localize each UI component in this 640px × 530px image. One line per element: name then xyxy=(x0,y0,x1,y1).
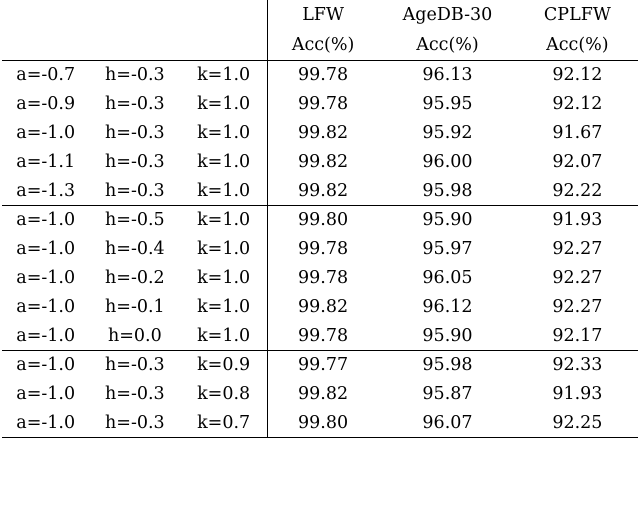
cell-param-k: k=1.0 xyxy=(180,322,267,351)
cell-param-k: k=1.0 xyxy=(197,238,251,259)
cell-param-a: a=-1.0 xyxy=(16,383,76,404)
table-row xyxy=(2,148,638,177)
table-row xyxy=(2,206,638,235)
cell-param-h: h=-0.3 xyxy=(105,65,165,86)
header-blank-a xyxy=(2,0,89,30)
header-metric-lfw: LFW xyxy=(267,0,378,30)
table-row xyxy=(2,61,638,90)
cell-lfw: 99.80 xyxy=(267,206,378,235)
cell-agedb: 96.12 xyxy=(422,296,473,317)
ablation-results-table xyxy=(2,0,638,438)
cell-agedb: 95.95 xyxy=(422,93,473,114)
cell-param-h: h=-0.4 xyxy=(105,238,165,259)
cell-cplfw: 92.27 xyxy=(552,238,603,259)
cell-agedb: 96.00 xyxy=(422,151,473,172)
cell-param-k: k=1.0 xyxy=(197,210,251,231)
cell-cplfw: 92.12 xyxy=(552,65,603,86)
cell-agedb: 95.98 xyxy=(422,355,473,376)
cell-lfw: 99.82 xyxy=(267,177,378,206)
cell-param-a: a=-1.3 xyxy=(2,177,89,206)
table-row xyxy=(2,380,638,409)
cell-param-k: k=1.0 xyxy=(197,65,251,86)
cell-param-a: a=-0.7 xyxy=(16,65,76,86)
cell-lfw: 99.82 xyxy=(267,148,378,177)
cell-agedb: 95.90 xyxy=(422,210,473,231)
cell-param-a: a=-1.0 xyxy=(16,210,76,231)
cell-param-a: a=-1.1 xyxy=(16,151,76,172)
table-row xyxy=(2,119,638,148)
cell-param-h: h=-0.3 xyxy=(105,383,165,404)
cell-param-k: k=1.0 xyxy=(180,177,267,206)
cell-param-h: h=-0.1 xyxy=(105,296,165,317)
cell-agedb: 95.90 xyxy=(378,322,517,351)
table-row xyxy=(2,177,638,206)
table-row xyxy=(2,293,638,322)
header-unit-blank-h xyxy=(89,30,180,61)
cell-lfw: 99.82 xyxy=(267,293,378,322)
header-metric-agedb: AgeDB-30 xyxy=(402,4,493,25)
cell-param-h: h=-0.3 xyxy=(105,151,165,172)
cell-param-k: k=0.7 xyxy=(180,409,267,438)
cell-cplfw: 92.07 xyxy=(552,151,603,172)
table-row xyxy=(2,409,638,438)
header-unit-agedb: Acc(%) xyxy=(378,30,517,61)
cell-param-h: h=-0.2 xyxy=(105,267,165,288)
cell-cplfw: 91.93 xyxy=(552,210,603,231)
cell-param-k: k=1.0 xyxy=(197,93,251,114)
cell-agedb: 95.87 xyxy=(422,383,473,404)
header-unit-cplfw: Acc(%) xyxy=(517,30,638,61)
cell-cplfw: 92.22 xyxy=(517,177,638,206)
cell-param-h: h=-0.3 xyxy=(89,177,180,206)
header-metric-cplfw: CPLFW xyxy=(543,4,611,25)
cell-param-h: h=-0.3 xyxy=(105,122,165,143)
header-unit-blank-a xyxy=(2,30,89,61)
cell-param-k: k=1.0 xyxy=(197,296,251,317)
header-unit-lfw: Acc(%) xyxy=(267,30,378,61)
cell-agedb: 96.05 xyxy=(422,267,473,288)
table-row xyxy=(2,90,638,119)
cell-param-a: a=-0.9 xyxy=(16,93,76,114)
cell-lfw: 99.78 xyxy=(267,322,378,351)
cell-cplfw: 92.27 xyxy=(552,296,603,317)
cell-param-k: k=0.9 xyxy=(197,355,251,376)
cell-agedb: 95.98 xyxy=(378,177,517,206)
cell-param-a: a=-1.0 xyxy=(16,238,76,259)
cell-param-a: a=-1.0 xyxy=(16,296,76,317)
cell-lfw: 99.80 xyxy=(267,409,378,438)
cell-param-a: a=-1.0 xyxy=(16,122,76,143)
cell-lfw: 99.78 xyxy=(267,61,378,90)
cell-param-k: k=1.0 xyxy=(197,151,251,172)
cell-cplfw: 91.93 xyxy=(552,383,603,404)
cell-param-a: a=-1.0 xyxy=(2,322,89,351)
cell-lfw: 99.82 xyxy=(267,119,378,148)
cell-lfw: 99.78 xyxy=(267,264,378,293)
cell-param-a: a=-1.0 xyxy=(16,267,76,288)
cell-param-h: h=-0.3 xyxy=(89,409,180,438)
cell-cplfw: 92.27 xyxy=(552,267,603,288)
cell-lfw: 99.78 xyxy=(267,235,378,264)
cell-param-a: a=-1.0 xyxy=(2,409,89,438)
cell-agedb: 96.13 xyxy=(422,65,473,86)
cell-param-h: h=-0.3 xyxy=(105,93,165,114)
cell-lfw: 99.82 xyxy=(267,380,378,409)
header-blank-k xyxy=(180,0,267,30)
cell-cplfw: 92.12 xyxy=(552,93,603,114)
cell-lfw: 99.77 xyxy=(267,351,378,380)
cell-cplfw: 91.67 xyxy=(552,122,603,143)
table-header-row-metrics xyxy=(2,0,638,30)
cell-agedb: 95.92 xyxy=(422,122,473,143)
table-row xyxy=(2,235,638,264)
cell-cplfw: 92.33 xyxy=(552,355,603,376)
cell-agedb: 95.97 xyxy=(422,238,473,259)
cell-param-k: k=1.0 xyxy=(197,267,251,288)
table-row xyxy=(2,322,638,351)
cell-param-h: h=-0.3 xyxy=(105,355,165,376)
cell-param-h: h=0.0 xyxy=(89,322,180,351)
cell-lfw: 99.78 xyxy=(267,90,378,119)
header-blank-h xyxy=(89,0,180,30)
cell-agedb: 96.07 xyxy=(378,409,517,438)
cell-cplfw: 92.25 xyxy=(517,409,638,438)
cell-param-k: k=0.8 xyxy=(197,383,251,404)
cell-param-h: h=-0.5 xyxy=(105,210,165,231)
table-header-row-units xyxy=(2,30,638,61)
cell-cplfw: 92.17 xyxy=(517,322,638,351)
header-unit-blank-k xyxy=(180,30,267,61)
table-row xyxy=(2,264,638,293)
table-row xyxy=(2,351,638,380)
cell-param-k: k=1.0 xyxy=(197,122,251,143)
cell-param-a: a=-1.0 xyxy=(16,355,76,376)
